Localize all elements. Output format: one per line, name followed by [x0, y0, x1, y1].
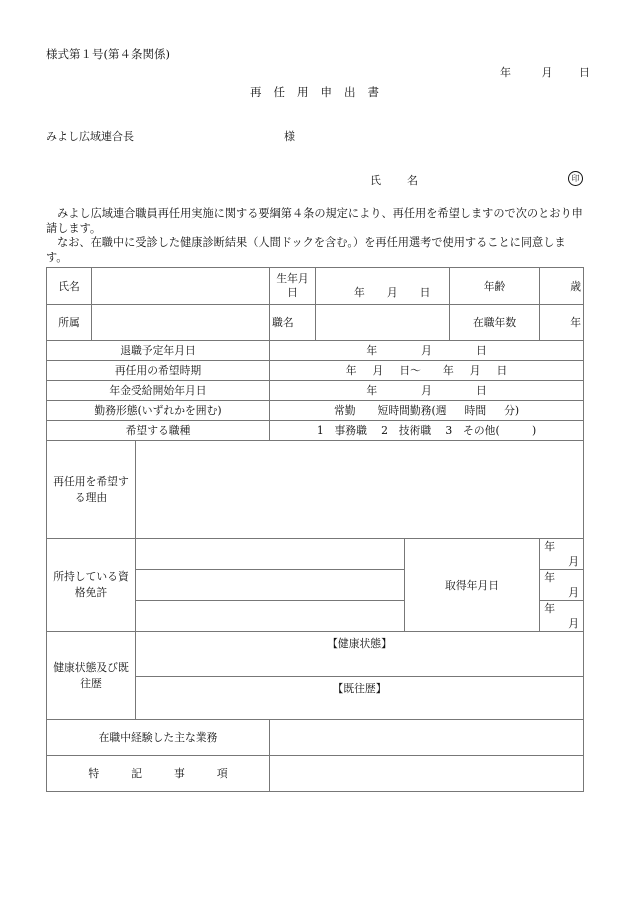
- addressee: みよし広域連合長: [46, 130, 134, 143]
- form-number: 様式第１号(第４条関係): [46, 47, 170, 61]
- period-start-month: 月: [372, 364, 384, 377]
- tenure-field[interactable]: [540, 305, 584, 341]
- retirement-date-field[interactable]: [270, 341, 584, 361]
- paragraph-2: なお、在職中に受診した健康診断結果（人間ドックを含む。）を再任用選考で使用することに同意します。: [46, 236, 566, 264]
- remarks-field[interactable]: [270, 756, 584, 792]
- health-label: 健康状態及び既往歴: [47, 632, 136, 720]
- age-unit: 歳: [570, 279, 582, 293]
- name-field[interactable]: [92, 268, 270, 305]
- pension-start-label: 年金受給開始年月日: [47, 381, 270, 401]
- remarks-char: 特: [88, 767, 100, 780]
- lic-month: 月: [568, 617, 580, 630]
- period-start-day: 日〜: [399, 364, 421, 377]
- experience-label: 在職中経験した主な業務: [47, 720, 270, 756]
- reemployment-period-field[interactable]: [270, 361, 584, 381]
- title-char: 申: [320, 85, 332, 99]
- remarks-char: 項: [216, 767, 228, 780]
- age-field[interactable]: [540, 268, 584, 305]
- retirement-date-label: 退職予定年月日: [47, 341, 270, 361]
- acquired-date-3[interactable]: [540, 601, 584, 632]
- job-title-label: 職名: [270, 305, 316, 341]
- health-status-heading: 【健康状態】: [327, 637, 392, 650]
- pension-year: 年: [366, 384, 378, 397]
- pension-day: 日: [475, 384, 487, 397]
- work-type-field[interactable]: [270, 401, 584, 421]
- acquired-date-label: 取得年月日: [405, 539, 540, 632]
- application-table: [46, 267, 584, 792]
- job-title-field[interactable]: [316, 305, 450, 341]
- tenure-unit: 年: [570, 316, 582, 329]
- reason-field[interactable]: [136, 441, 584, 539]
- birthdate-label: 生年月日: [270, 268, 316, 305]
- paragraph-1: みよし広域連合職員再任用実施に関する要綱第４条の規定により、再任用を希望しますので次のとおり申請します。: [46, 207, 583, 235]
- medical-history-field[interactable]: [136, 677, 584, 720]
- reason-label: 再任用を希望する理由: [47, 441, 136, 539]
- period-start-year: 年: [345, 364, 357, 377]
- title-char: 再: [250, 85, 262, 99]
- license-field-2[interactable]: [136, 570, 405, 601]
- part-time-option[interactable]: 短時間勤務(週: [377, 404, 447, 417]
- age-label: 年齢: [450, 268, 540, 305]
- honorific: 様: [284, 130, 295, 143]
- title-char: 任: [273, 85, 285, 99]
- department-field[interactable]: [92, 305, 270, 341]
- birth-year: 年: [354, 285, 365, 299]
- remarks-char: 記: [131, 767, 143, 780]
- date-day: 日: [579, 66, 590, 79]
- experience-field[interactable]: [270, 720, 584, 756]
- pension-start-field[interactable]: [270, 381, 584, 401]
- retire-month: 月: [421, 344, 432, 357]
- remarks-label: [47, 756, 270, 792]
- birth-month: 月: [386, 285, 398, 299]
- declaration-text: [46, 207, 584, 265]
- license-field-3[interactable]: [136, 601, 405, 632]
- lic-month: 月: [568, 586, 580, 599]
- reemployment-period-label: 再任用の希望時期: [47, 361, 270, 381]
- retire-day: 日: [475, 344, 487, 357]
- date-year: 年: [500, 66, 511, 79]
- retire-year: 年: [366, 344, 378, 357]
- name-label: 氏名: [47, 268, 92, 305]
- form-title: [250, 84, 391, 100]
- acquired-date-1[interactable]: [540, 539, 584, 570]
- seal-mark: 印: [568, 171, 583, 186]
- lic-year: 年: [544, 571, 556, 584]
- license-label: 所持している資格免許: [47, 539, 136, 632]
- applicant-name-label: [370, 172, 444, 188]
- birth-day: 日: [419, 285, 431, 299]
- lic-year: 年: [544, 602, 556, 615]
- desired-job-options[interactable]: 1 事務職 2 技術職 3 その他( ): [270, 421, 584, 441]
- submission-date: [500, 64, 590, 80]
- remarks-char: 事: [174, 767, 185, 780]
- desired-job-label: 希望する職種: [47, 421, 270, 441]
- period-end-year: 年: [442, 364, 454, 377]
- acquired-date-2[interactable]: [540, 570, 584, 601]
- date-month: 月: [541, 66, 553, 79]
- department-label: 所属: [47, 305, 92, 341]
- work-type-label: 勤務形態(いずれかを囲む): [47, 401, 270, 421]
- hours-unit: 時間: [464, 404, 487, 417]
- name-label-char: 氏: [370, 174, 381, 187]
- minutes-unit: 分): [504, 404, 520, 417]
- pension-month: 月: [421, 384, 432, 397]
- license-field-1[interactable]: [136, 539, 405, 570]
- title-char: 書: [367, 85, 379, 99]
- lic-month: 月: [568, 555, 580, 568]
- title-char: 用: [297, 85, 309, 99]
- tenure-label: 在職年数: [450, 305, 540, 341]
- birthdate-field[interactable]: [316, 268, 450, 305]
- title-char: 出: [344, 85, 356, 99]
- full-time-option[interactable]: 常勤: [333, 404, 356, 417]
- period-end-month: 月: [469, 364, 481, 377]
- name-label-char: 名: [407, 174, 418, 187]
- lic-year: 年: [544, 540, 556, 553]
- period-end-day: 日: [496, 364, 508, 377]
- medical-history-heading: 【既往歴】: [332, 682, 387, 695]
- health-status-field[interactable]: [136, 632, 584, 677]
